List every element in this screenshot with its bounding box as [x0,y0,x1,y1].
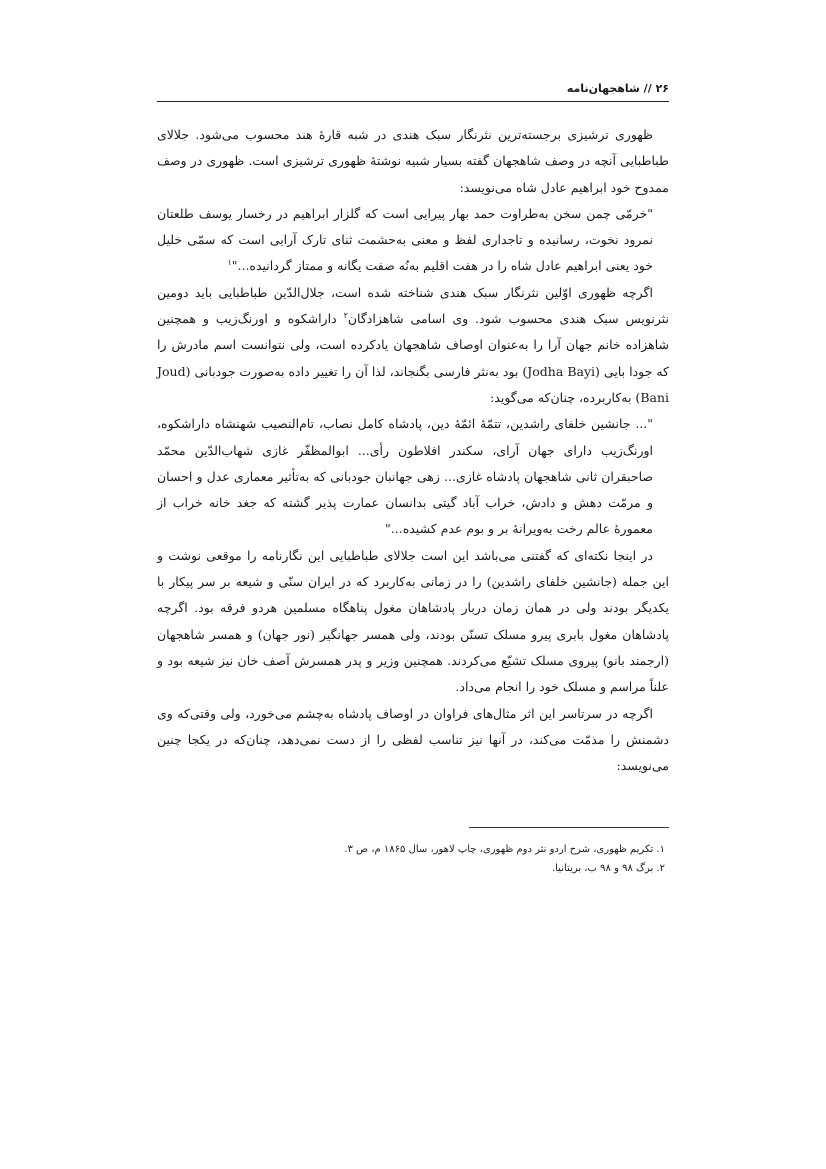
footnote: ۱. تکریم ظهوری، شرح اردو نثر دوم ظهوری، چاپ لاهور، سال ۱۸۶۵ م، ص ۳. [344,844,665,855]
paragraph: در اینجا نکته‌ای که گفتنی می‌باشد این است جلالای طباطبایی این نگارنامه را موقعی نوشت و این جمله (جانشین خلفای راشدین) را در زمانی به‌کاربرد که در ایران سنّی و شیعه بر سر پیکار با یکدیگر بودند ولی در همان زمان دربار پادشاهان مغول پناهگاه مسلمین هردو فرقه بود. اگرچه پادشاهان مغول بابری پیرو مسلک تسنّن بودند، ولی همسر جهانگیر (نور جهان) و همسر شاهجهان (ارجمند بانو) پیروی مسلک تشیّع می‌کردند. همچنین وزیر و پدر همسرش آصف خان نیز شیعه بود و علناً مراسم و مسلک خود را انجام می‌داد. [157,547,669,695]
footnote: ۲. برگ ۹۸ و ۹۸ ب، بریتانیا. [551,863,665,874]
paragraph-text: اگرچه ظهوری اوّلین نثرنگار سبک هندی شناخته شده است، جلال‌الدّین طباطبایی باید دومین نثرنویس سبک هندی محسوب شود. وی اسامی شاهزادگان [157,284,669,327]
paragraph-text: داراشکوه و اورنگ‌زیب و همچنین شاهزاده خانم جهان آرا را به‌عنوان اوصاف شاهجهان یادکرده است، ولی نتوانست اسم مادرش را که جودا بایی (Jodha Bayi) بود به‌نثر فارسی بگنجاند، لذا آن را تغییر داده به‌صورت جودبانی (Joud Bani) به‌کاربرده، چنان‌که می‌گوید: [157,311,670,405]
paragraph [157,280,669,411]
footnotes [157,840,669,878]
quote-text: "خرمّی چمن سخن به‌طراوت حمد بهار پیرایی است که گلزار ابراهیم در رخسار یوسف طلعتان نمرود نخوت، رسانیده و تاجداری لفظ و معنی به‌حشمت ثنای تارک آرایی است که سمّی خلیل خود یعنی ابراهیم عادل شاه را در هفت اقلیم به‌نُه صفت یگانه و ممتاز گردانیده..." [157,205,653,274]
footnote-ref[interactable]: ۲ [343,310,348,320]
block-quote [157,201,669,280]
running-header: ۲۶ // شاهجهان‌نامه [566,82,669,95]
footnote-rule [469,827,669,828]
footnote-ref[interactable]: ۱ [227,258,232,268]
header-rule [157,101,669,102]
block-quote: "... جانشین خلفای راشدین، تتمّهٔ ائمّهٔ دین، پادشاه کامل نصاب، تام‌النصیب شهنشاه داراشکوه، اورنگ‌زیب دارای جهان آرای، سکندر افلاطون رأی... ابوالمظفّر غازی شهاب‌الدّین محمّد صاحبقران ثانی شاهجهان پادشاه غازی... زهی جهانبان جودبانی که به‌تأثیر معماری عدل و احسان و مرمّت دهش و دادش، خراب آباد گیتی بدانسان عمارت پذیر گشته که جغد خانه خراب از معمورهٔ عالم رخت به‌ویرانهٔ بر و بوم عدم کشیده..." [157,416,653,537]
body-text [157,122,669,779]
paragraph: ظهوری ترشیزی برجسته‌ترین نثرنگار سبک هندی در شبه قارهٔ هند محسوب می‌شود. جلالای طباطبایی آنچه در وصف شاهجهان گفته بسیار شبیه نوشتهٔ ظهوری ترشیزی است. ظهوری در وصف ممدوح خود ابراهیم عادل شاه می‌نویسد: [157,127,669,195]
paragraph: اگرچه در سرتاسر این اثر مثال‌های فراوان در اوصاف پادشاه به‌چشم می‌خورد، ولی وقتی‌که وی دشمنش را مذمّت می‌کند، در آنها نیز تناسب لفظی را از دست نمی‌دهد، چنان‌که در یکجا چنین می‌نویسد: [157,705,669,774]
